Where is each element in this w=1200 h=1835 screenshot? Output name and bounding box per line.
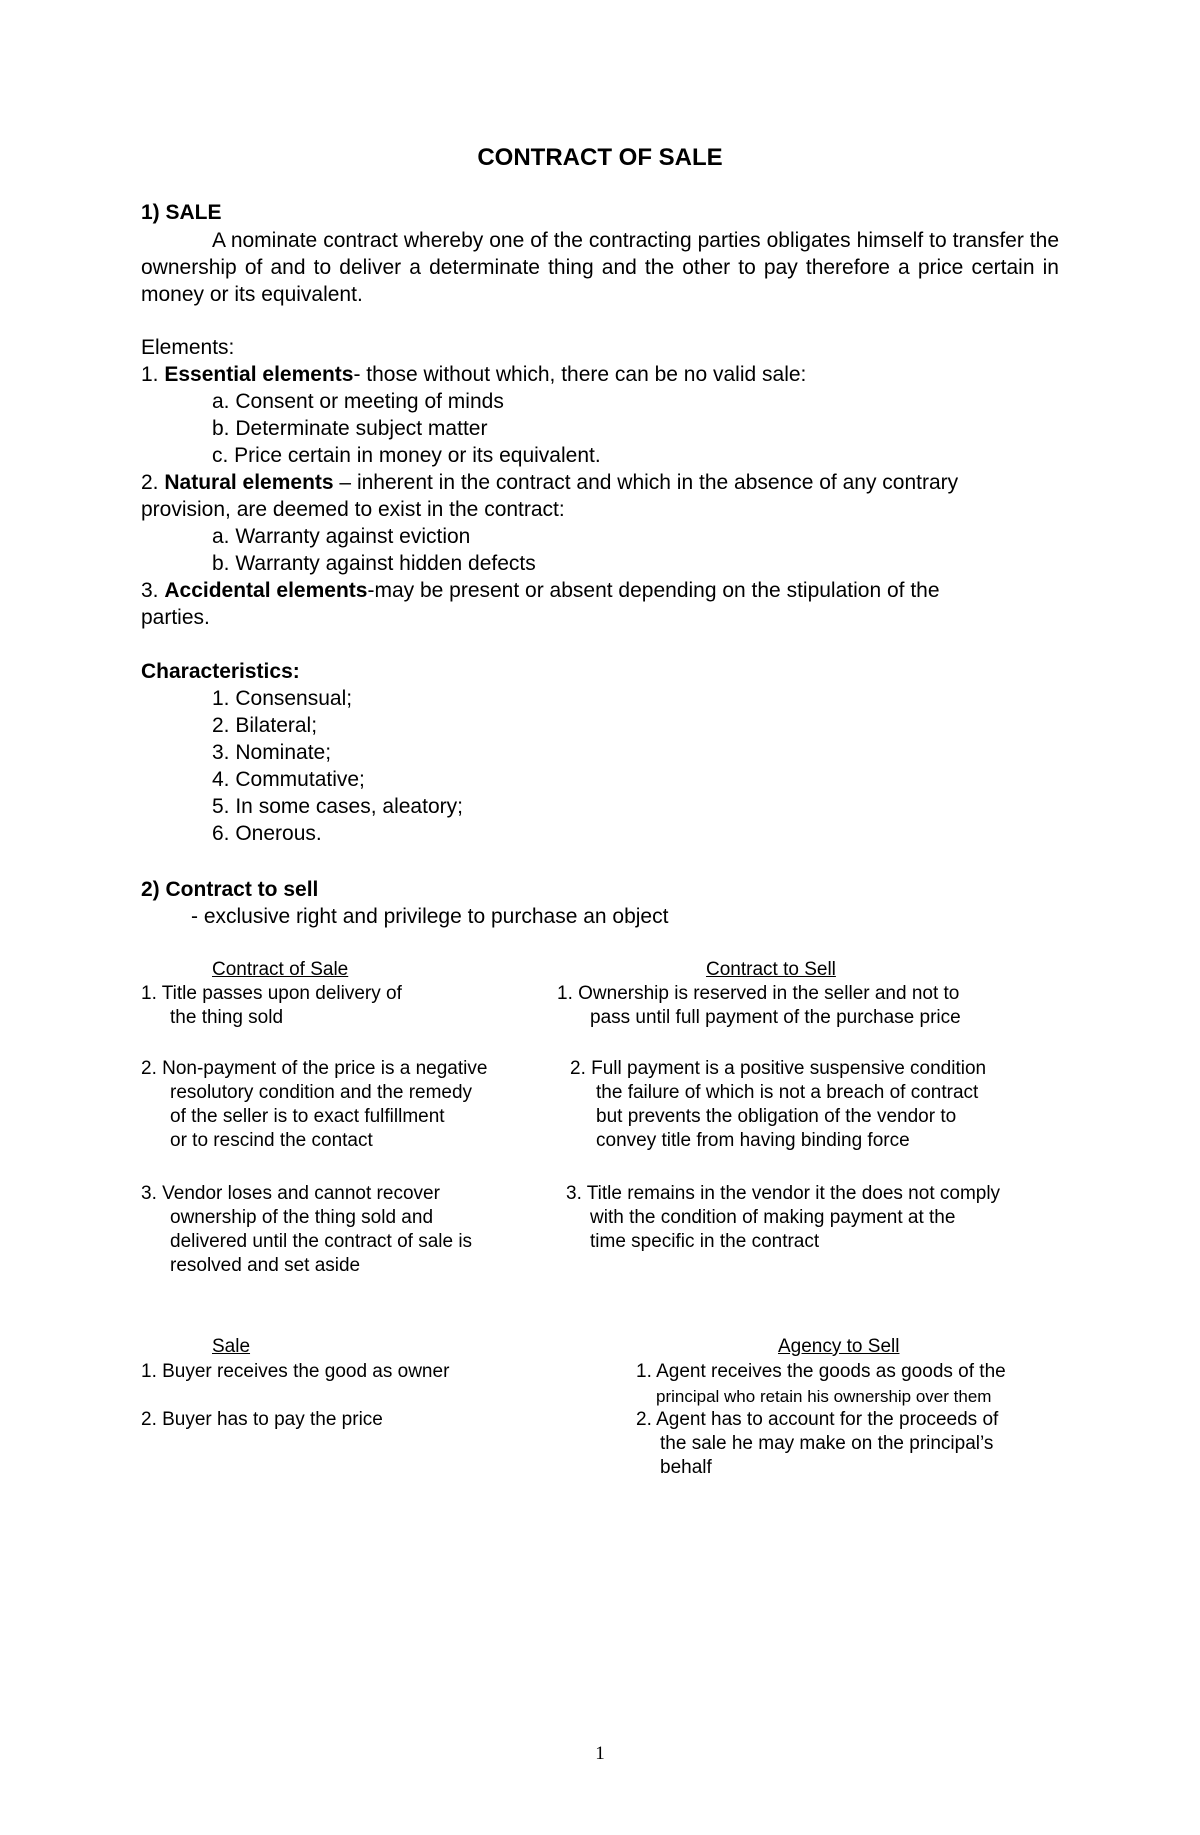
element-term: Natural elements [164,471,334,494]
list-item: c. Price certain in money or its equivalent. [212,444,601,467]
comparison-left-item: resolved and set aside [170,1255,361,1276]
contract-to-sell-heading: 2) Contract to sell [141,878,319,901]
element-term: Essential elements [164,363,354,386]
column-header-agency-to-sell: Agency to Sell [778,1336,900,1357]
element-essential [141,362,806,388]
list-item: 1. Consensual; [212,687,353,710]
comparison-left-item: resolutory condition and the remedy [170,1082,473,1103]
list-item: 6. Onerous. [212,822,322,845]
list-item: b. Determinate subject matter [212,417,488,440]
document-title: CONTRACT OF SALE [477,144,723,171]
comparison-right-item: principal who retain his ownership over them [656,1387,992,1406]
element-num: 1. [141,363,159,386]
element-term: Accidental elements [164,579,368,602]
element-accidental-cont: parties. [141,606,210,629]
list-item: 2. Bilateral; [212,714,318,737]
list-item: 3. Nominate; [212,741,332,764]
page-number: 1 [595,1743,605,1764]
comparison-right-item: 3. Title remains in the vendor it the does not comply [566,1183,1001,1204]
element-accidental [141,578,940,604]
list-item: 5. In some cases, aleatory; [212,795,463,818]
comparison-right-item: but prevents the obligation of the vendor to [596,1106,957,1127]
column-header-contract-to-sell: Contract to Sell [706,959,836,980]
comparison-left-item: 2. Non-payment of the price is a negative [141,1058,488,1079]
list-item: 4. Commutative; [212,768,365,791]
comparison-left-item: of the seller is to exact fulfillment [170,1106,445,1127]
element-natural [141,470,958,496]
comparison-right-item: with the condition of making payment at the [590,1207,956,1228]
column-header-sale: Sale [212,1336,251,1357]
column-header-contract-of-sale: Contract of Sale [212,959,349,980]
comparison-left-item: 3. Vendor loses and cannot recover [141,1183,440,1204]
comparison-left-item: the thing sold [170,1007,284,1028]
element-text: -may be present or absent depending on the stipulation of the [367,579,940,602]
list-item: a. Warranty against eviction [212,525,471,548]
comparison-right-item: behalf [660,1457,712,1478]
comparison-right-item: 1. Ownership is reserved in the seller and not to [557,983,960,1004]
comparison-right-item: 2. Full payment is a positive suspensive condition [570,1058,987,1079]
comparison-right-item: convey title from having binding force [596,1130,910,1151]
comparison-left-item: 1. Buyer receives the good as owner [141,1361,450,1382]
sale-heading: 1) SALE [141,201,222,224]
list-item: a. Consent or meeting of minds [212,390,504,413]
elements-heading: Elements: [141,336,235,359]
comparison-right-item: 2. Agent has to account for the proceeds of [636,1409,999,1430]
element-text: – inherent in the contract and which in the absence of any contrary [333,471,959,494]
contract-to-sell-desc: - exclusive right and privilege to purchase an object [191,905,669,928]
comparison-left-item: delivered until the contract of sale is [170,1231,473,1252]
comparison-right-item: the sale he may make on the principal’s [660,1433,994,1454]
element-num: 2. [141,471,159,494]
comparison-right-item: time specific in the contract [590,1231,820,1252]
element-num: 3. [141,579,159,602]
sale-definition: A nominate contract whereby one of the contracting parties obligates himself to transfer the ownership of and to deliver a determinate thing and the other to pay therefore a price certain in money or its equivalent. [141,229,1059,306]
element-text: - those without which, there can be no valid sale: [353,363,807,386]
comparison-left-item: or to rescind the contact [170,1130,373,1151]
comparison-right-item: 1. Agent receives the goods as goods of the [636,1361,1006,1382]
comparison-left-item: 1. Title passes upon delivery of [141,983,402,1004]
element-natural-cont: provision, are deemed to exist in the contract: [141,498,565,521]
list-item: b. Warranty against hidden defects [212,552,536,575]
comparison-left-item: 2. Buyer has to pay the price [141,1409,383,1430]
comparison-left-item: ownership of the thing sold and [170,1207,434,1228]
characteristics-heading: Characteristics: [141,660,300,683]
comparison-right-item: the failure of which is not a breach of contract [596,1082,979,1103]
comparison-right-item: pass until full payment of the purchase price [590,1007,961,1028]
